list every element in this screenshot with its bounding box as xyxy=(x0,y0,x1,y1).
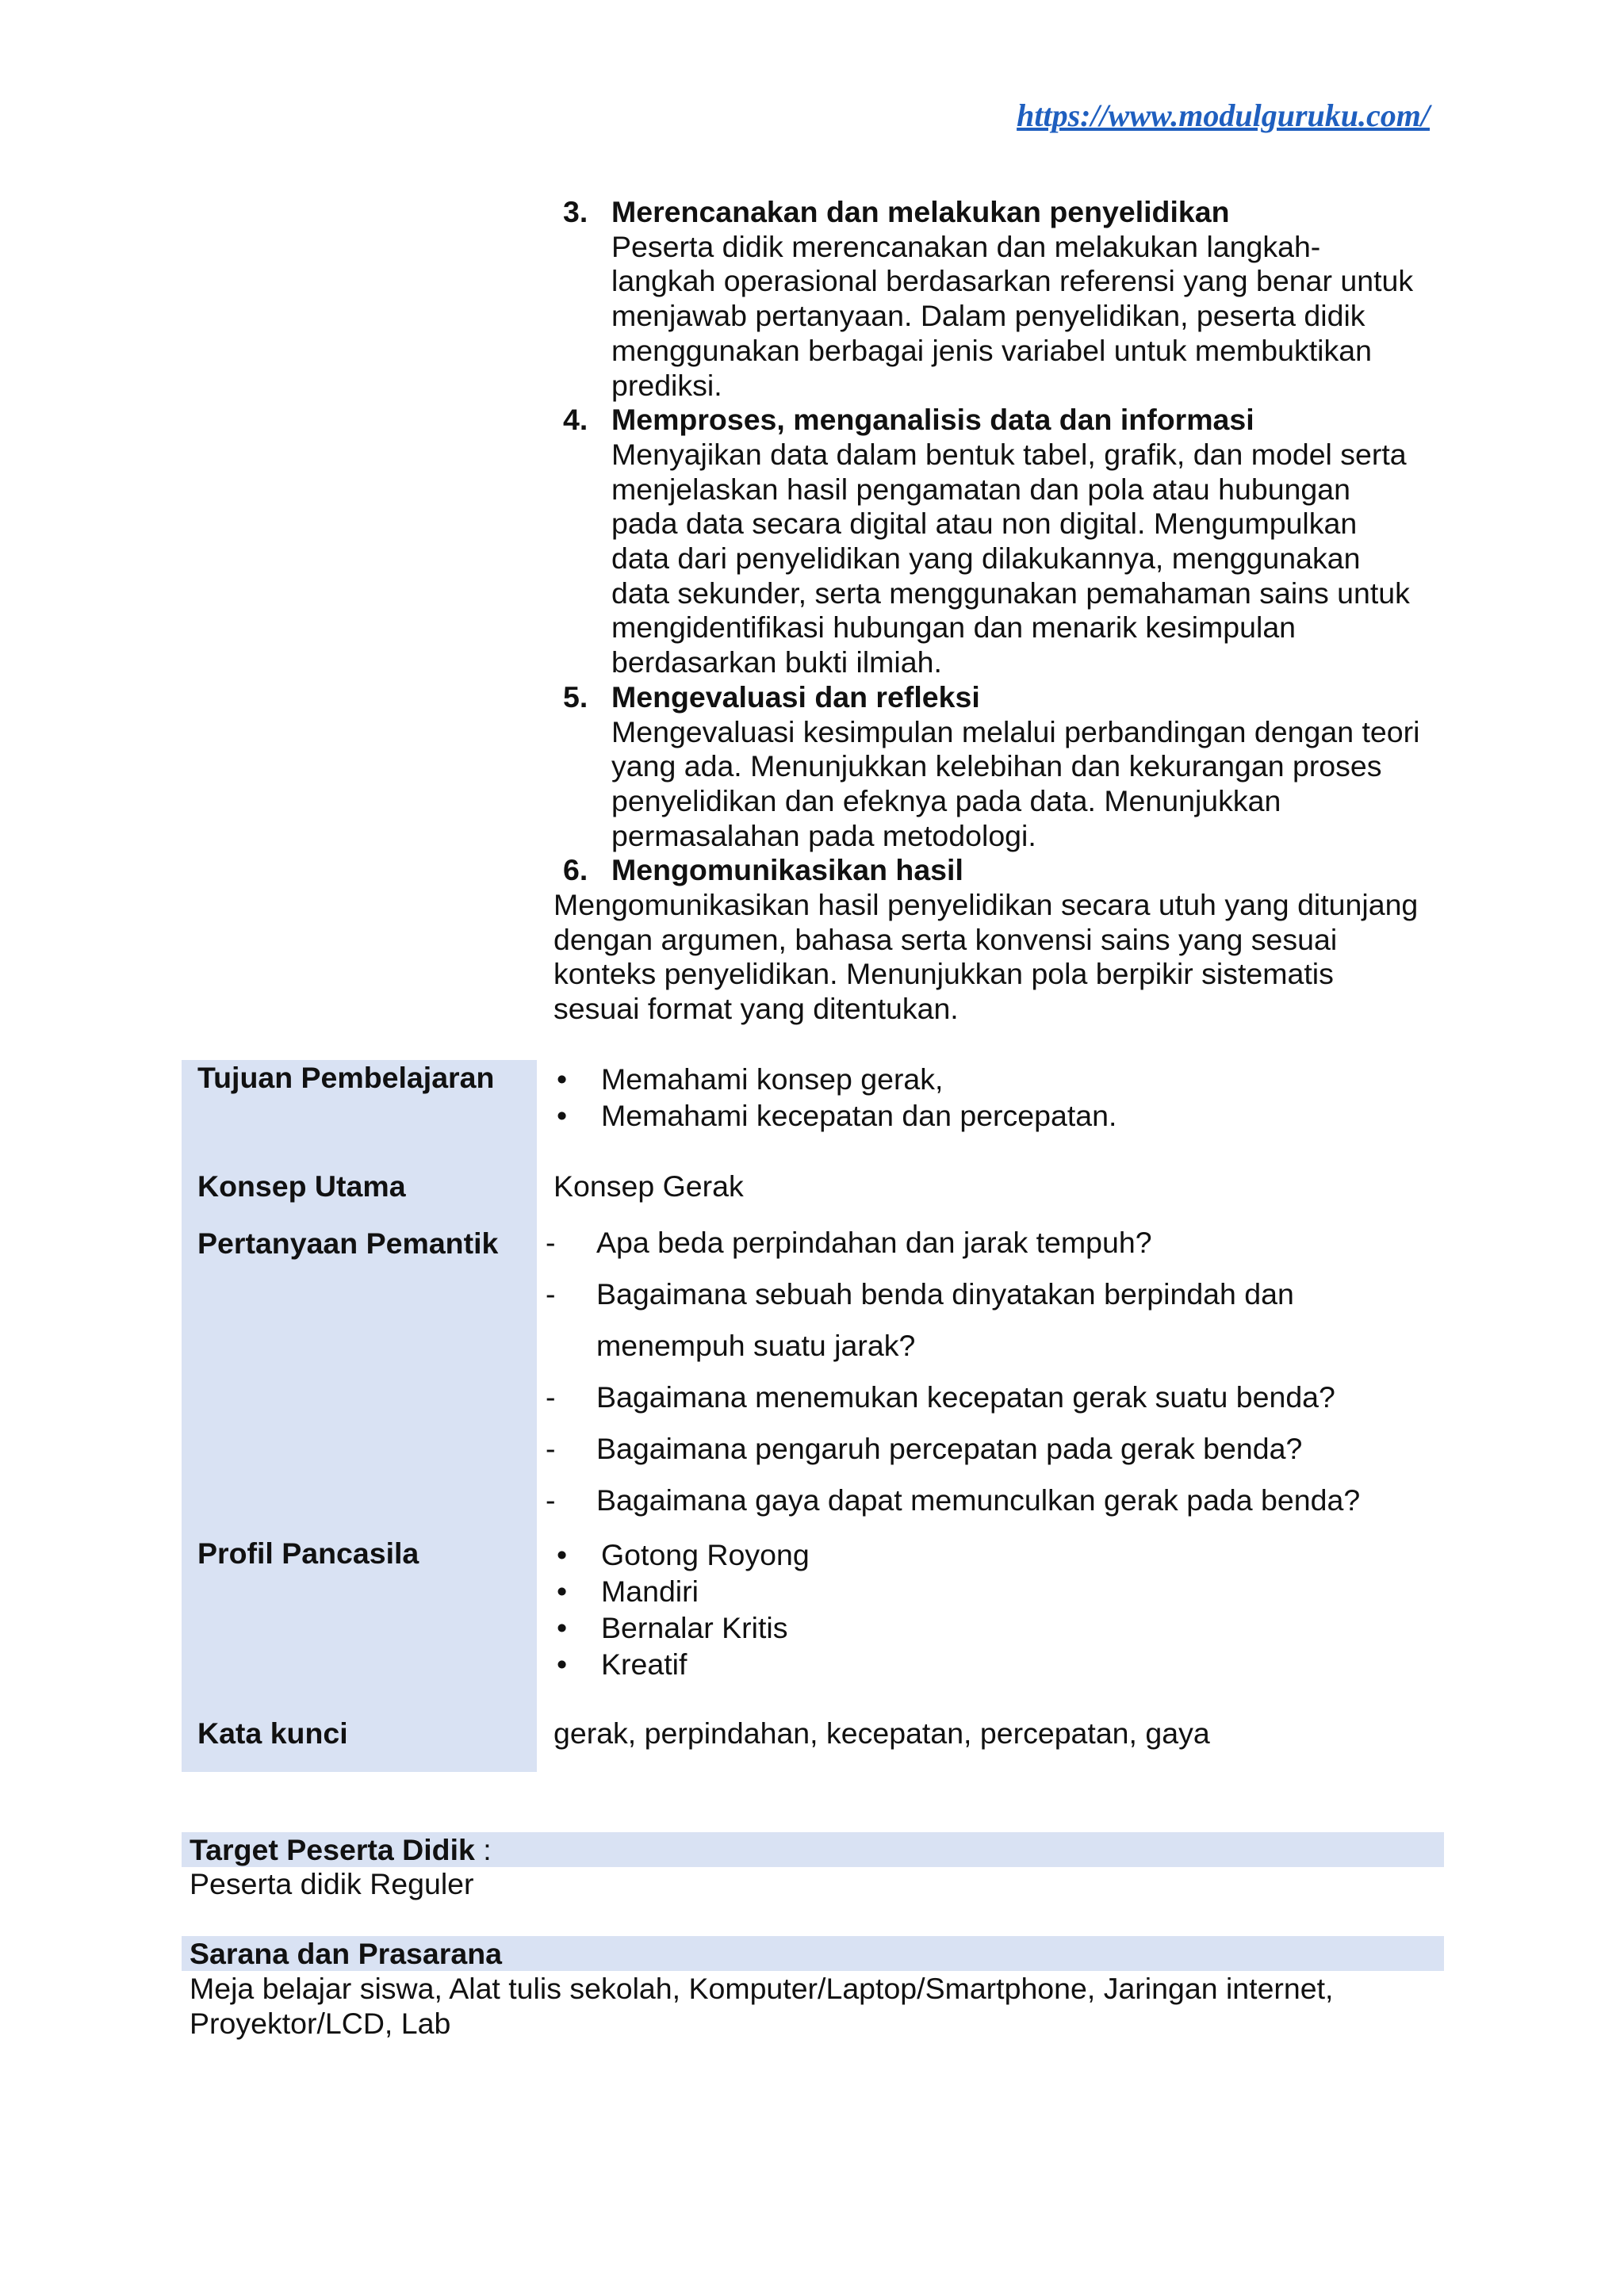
target-header xyxy=(182,1832,1444,1867)
dash-marker: - xyxy=(546,1226,556,1259)
dash-marker: - xyxy=(546,1277,556,1311)
inquiry-steps-list xyxy=(553,195,1429,1027)
pertanyaan-text: Bagaimana menemukan kecepatan gerak suatu benda? xyxy=(596,1380,1335,1414)
text-line: pada data secara digital atau non digital. Mengumpulkan xyxy=(611,507,1358,541)
text-line: dengan argumen, bahasa serta konvensi sains yang sesuai xyxy=(553,922,1338,956)
profil-item-text: Bernalar Kritis xyxy=(601,1611,788,1644)
profil-item xyxy=(553,1611,788,1645)
step-description xyxy=(553,438,1429,680)
bullet-icon: • xyxy=(557,1099,568,1132)
tujuan-item xyxy=(553,1099,1116,1133)
sarana-header xyxy=(182,1936,1444,1971)
text-line: Mengomunikasikan hasil penyelidikan secara utuh yang ditunjang xyxy=(553,888,1419,922)
pertanyaan-item xyxy=(546,1380,1335,1414)
pertanyaan-item xyxy=(546,1226,1152,1260)
tujuan-item-text: Memahami konsep gerak, xyxy=(601,1062,944,1096)
text-line: Menyajikan data dalam bentuk tabel, grafik, dan model serta xyxy=(611,437,1407,471)
profil-item xyxy=(553,1575,699,1609)
target-label: Target Peserta Didik xyxy=(190,1833,475,1866)
profil-item-text: Kreatif xyxy=(601,1647,688,1681)
step-description xyxy=(553,230,1429,404)
bullet-icon: • xyxy=(557,1647,568,1681)
text-line: Meja belajar siswa, Alat tulis sekolah, Komputer/Laptop/Smartphone, Jaringan internet, xyxy=(190,1972,1334,2005)
header-url[interactable]: https://www.modulguruku.com/ xyxy=(1017,98,1430,133)
tujuan-item xyxy=(553,1062,943,1096)
pertanyaan-item xyxy=(546,1483,1360,1517)
dash-marker: - xyxy=(546,1380,556,1414)
profil-item-text: Gotong Royong xyxy=(601,1538,810,1571)
text-line: permasalahan pada metodologi. xyxy=(611,818,1036,852)
profil-item xyxy=(553,1647,687,1682)
step-3 xyxy=(553,195,1429,403)
bullet-icon: • xyxy=(557,1062,568,1096)
text-line: Peserta didik merencanakan dan melakukan langkah- xyxy=(611,229,1321,263)
step-number: 6. xyxy=(563,853,588,887)
konsep-value: Konsep Gerak xyxy=(553,1169,744,1203)
step-description xyxy=(553,715,1429,854)
konsep-label: Konsep Utama xyxy=(197,1169,406,1203)
dash-marker: - xyxy=(546,1432,556,1465)
step-4 xyxy=(553,403,1429,680)
text-line: mengidentifikasi hubungan dan menarik kesimpulan xyxy=(611,610,1297,645)
text-line: menggunakan berbagai jenis variabel untuk membuktikan xyxy=(611,333,1372,367)
profil-item xyxy=(553,1538,810,1572)
pertanyaan-text: Apa beda perpindahan dan jarak tempuh? xyxy=(596,1226,1152,1259)
pertanyaan-item xyxy=(546,1277,1294,1311)
target-colon: : xyxy=(474,1833,492,1866)
pertanyaan-text: menempuh suatu jarak? xyxy=(596,1329,916,1362)
sarana-label: Sarana dan Prasarana xyxy=(190,1937,502,1970)
text-line: Mengevaluasi kesimpulan melalui perbandingan dengan teori xyxy=(611,714,1420,748)
text-line: Proyektor/LCD, Lab xyxy=(190,2006,451,2040)
text-line: berdasarkan bukti ilmiah. xyxy=(611,645,942,679)
profil-label: Profil Pancasila xyxy=(197,1536,419,1570)
bullet-icon: • xyxy=(557,1575,568,1608)
sarana-value xyxy=(190,1972,1428,2041)
tujuan-item-text: Memahami kecepatan dan percepatan. xyxy=(601,1099,1117,1132)
pertanyaan-item-continuation xyxy=(546,1329,915,1363)
step-title: Merencanakan dan melakukan penyelidikan xyxy=(611,195,1230,228)
text-line: penyelidikan dan efeknya pada data. Menunjukkan xyxy=(611,783,1281,817)
step-title: Mengevaluasi dan refleksi xyxy=(611,679,980,714)
dash-marker: - xyxy=(546,1483,556,1517)
kata-kunci-label: Kata kunci xyxy=(197,1716,348,1750)
pertanyaan-item xyxy=(546,1432,1302,1466)
tujuan-label: Tujuan Pembelajaran xyxy=(197,1061,495,1094)
text-line: menjawab pertanyaan. Dalam penyelidikan, peserta didik xyxy=(611,299,1365,333)
step-number: 4. xyxy=(563,403,588,437)
text-line: konteks penyelidikan. Menunjukkan pola berpikir sistematis xyxy=(553,957,1334,991)
step-description xyxy=(553,888,1429,1027)
bullet-icon: • xyxy=(557,1611,568,1644)
text-line: yang ada. Menunjukkan kelebihan dan kekurangan proses xyxy=(611,749,1382,783)
step-number: 5. xyxy=(563,679,588,714)
pertanyaan-text: Bagaimana pengaruh percepatan pada gerak benda? xyxy=(596,1432,1303,1465)
text-line: data dari penyelidikan yang dilakukannya, menggunakan xyxy=(611,541,1361,576)
text-line: langkah operasional berdasarkan referensi yang benar untuk xyxy=(611,264,1414,298)
step-5 xyxy=(553,680,1429,854)
kata-kunci-value: gerak, perpindahan, kecepatan, percepatan, gaya xyxy=(553,1716,1210,1750)
pertanyaan-label: Pertanyaan Pemantik xyxy=(197,1226,499,1260)
step-number: 3. xyxy=(563,195,588,228)
target-value: Peserta didik Reguler xyxy=(190,1867,474,1900)
text-line: menjelaskan hasil pengamatan dan pola atau hubungan xyxy=(611,472,1350,506)
step-6 xyxy=(553,853,1429,1027)
step-title: Memproses, menganalisis data dan informasi xyxy=(611,403,1254,437)
bullet-icon: • xyxy=(557,1538,568,1571)
profil-item-text: Mandiri xyxy=(601,1575,699,1608)
text-line: sesuai format yang ditentukan. xyxy=(553,992,959,1026)
text-line: prediksi. xyxy=(611,368,722,402)
text-line: data sekunder, serta menggunakan pemahaman sains untuk xyxy=(611,576,1410,610)
pertanyaan-text: Bagaimana sebuah benda dinyatakan berpindah dan xyxy=(596,1277,1294,1311)
pertanyaan-text: Bagaimana gaya dapat memunculkan gerak pada benda? xyxy=(596,1483,1361,1517)
step-title: Mengomunikasikan hasil xyxy=(611,853,963,887)
table-label-column xyxy=(182,1060,537,1772)
